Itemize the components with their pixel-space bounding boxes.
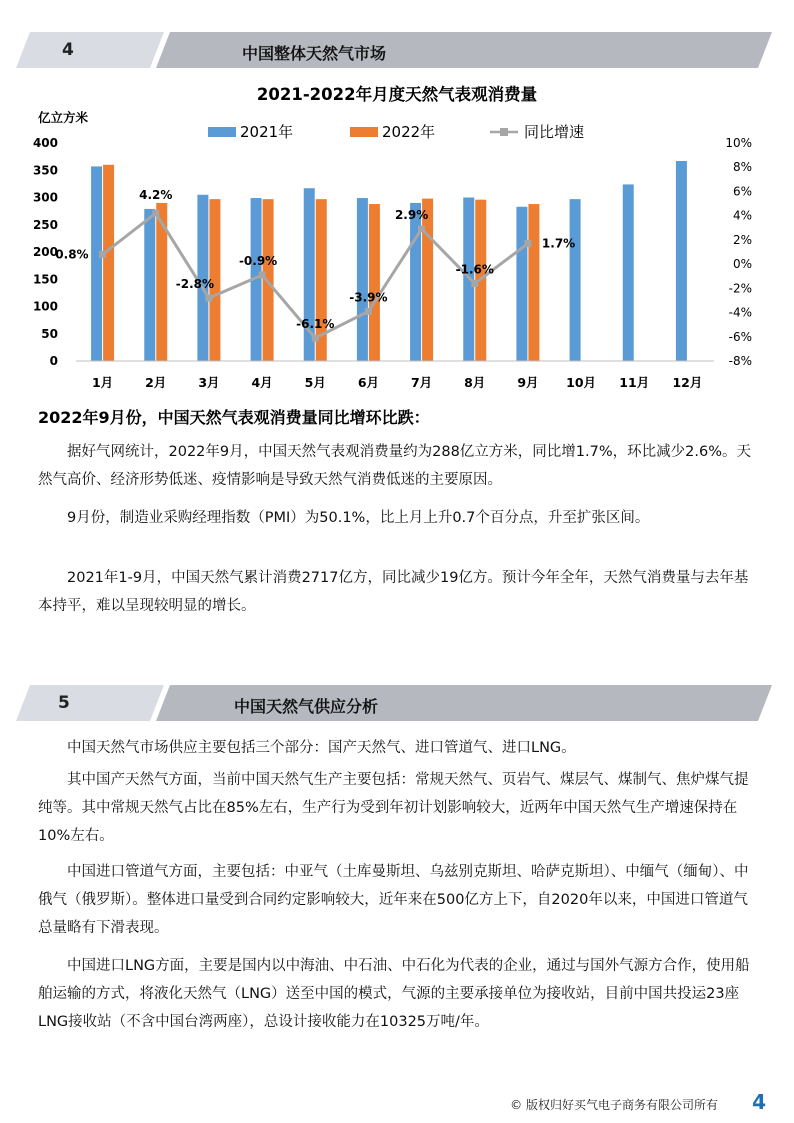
supply-paragraph-2: 其中国产天然气方面，当前中国天然气生产主要包括：常规天然气、页岩气、煤层气、煤制气、焦炉煤气提纯等。其中常规天然气占比在85%左右，生产行为受到年初计划影响较大，近两年中国天然气生产增速保持在10%左右。 bbox=[38, 772, 749, 844]
section-number: 5 bbox=[58, 693, 70, 713]
y2-tick-label: -8% bbox=[728, 354, 752, 368]
supply-paragraph-3: 中国进口管道气方面，主要包括：中亚气（土库曼斯坦、乌兹别克斯坦、哈萨克斯坦）、中缅气（缅甸）、中俄气（俄罗斯）。整体进口量受到合同约定影响较大，近年来在500亿方上下，自2020年以来，中国进口管道气总量略有下滑表现。 bbox=[38, 864, 749, 936]
y-tick-label: 400 bbox=[32, 136, 58, 150]
copyright-notice: © 版权归好买气电子商务有限公司所有 bbox=[510, 1098, 718, 1112]
page-number: 4 bbox=[752, 1090, 766, 1114]
monthly-consumption-chart bbox=[0, 76, 794, 396]
analysis-paragraph-2: 9月份，制造业采购经理指数（PMI）为50.1%，比上月上升0.7个百分点，升至扩张区间。 bbox=[67, 510, 650, 526]
bar-2021年-10月 bbox=[570, 199, 581, 361]
growth-marker bbox=[365, 308, 372, 315]
section-header-banner bbox=[14, 685, 774, 721]
bar-2021年-1月 bbox=[91, 166, 102, 361]
x-tick-label: 9月 bbox=[517, 375, 539, 390]
growth-marker bbox=[99, 251, 106, 258]
y2-tick-label: 6% bbox=[732, 184, 752, 199]
bar-2021年-12月 bbox=[676, 161, 687, 361]
y-tick-label: 50 bbox=[41, 326, 58, 341]
growth-marker bbox=[312, 334, 319, 341]
legend-swatch-2022年 bbox=[350, 127, 378, 137]
x-tick-label: 12月 bbox=[672, 375, 703, 390]
x-tick-label: 2月 bbox=[145, 375, 167, 390]
growth-marker bbox=[205, 295, 212, 302]
bar-2021年-2月 bbox=[144, 209, 155, 361]
supply-paragraph-1: 中国天然气市场供应主要包括三个部分：国产天然气、进口管道气、进口LNG。 bbox=[67, 740, 576, 756]
x-tick-label: 11月 bbox=[619, 375, 650, 390]
growth-data-label: -6.1% bbox=[296, 316, 335, 331]
analysis-paragraph-3: 2021年1-9月，中国天然气累计消费2717亿方，同比减少19亿方。预计今年全年，天然气消费量与去年基本持平，难以呈现较明显的增长。 bbox=[38, 570, 749, 614]
section-5-header bbox=[14, 685, 774, 721]
y-tick-label: 350 bbox=[32, 163, 58, 178]
x-tick-label: 5月 bbox=[304, 375, 326, 390]
x-tick-label: 1月 bbox=[91, 375, 114, 390]
growth-marker bbox=[152, 210, 159, 217]
growth-marker bbox=[524, 240, 531, 247]
x-tick-label: 8月 bbox=[464, 375, 486, 390]
y2-tick-label: -4% bbox=[728, 305, 752, 320]
growth-data-label: -0.9% bbox=[238, 254, 278, 269]
growth-marker bbox=[471, 280, 478, 287]
growth-data-label: 0.8% bbox=[55, 247, 89, 262]
growth-data-label: 2.9% bbox=[394, 207, 429, 222]
analysis-heading: 2022年9月份，中国天然气表观消费量同比增环比跌： bbox=[38, 408, 430, 427]
y2-axis bbox=[725, 136, 752, 368]
y-tick-label: 100 bbox=[32, 299, 58, 314]
bar-series bbox=[91, 161, 687, 361]
bar-2021年-6月 bbox=[357, 198, 368, 361]
y-tick-label: 300 bbox=[32, 190, 58, 205]
y-tick-label: 250 bbox=[32, 217, 58, 232]
legend-label: 2021年 bbox=[240, 123, 294, 141]
y2-tick-label: 8% bbox=[732, 160, 752, 175]
y2-tick-label: -2% bbox=[728, 281, 752, 296]
y-axis bbox=[33, 136, 58, 368]
analysis-paragraph-1: 据好气网统计，2022年9月，中国天然气表观消费量约为288亿立方米，同比增1.7%，环比减少2.6%。天然气高价、经济形势低迷、疫情影响是导致天然气消费低迷的主要原因。 bbox=[38, 444, 751, 488]
legend-label: 同比增速 bbox=[524, 123, 585, 141]
bar-2022年-9月 bbox=[528, 204, 539, 361]
y-tick-label: 0 bbox=[49, 354, 58, 368]
growth-data-label: -2.8% bbox=[175, 277, 215, 292]
x-axis bbox=[76, 361, 714, 390]
y2-tick-label: 2% bbox=[732, 232, 752, 247]
legend-swatch-2021年 bbox=[208, 127, 236, 137]
legend-marker bbox=[500, 128, 508, 136]
growth-line-series bbox=[55, 188, 575, 341]
y-axis-label: 亿立方米 bbox=[38, 110, 89, 125]
x-tick-label: 10月 bbox=[566, 375, 597, 390]
y2-tick-label: 4% bbox=[732, 208, 752, 223]
growth-marker bbox=[259, 272, 266, 279]
x-tick-label: 3月 bbox=[198, 375, 220, 390]
section-number: 4 bbox=[62, 40, 74, 60]
bar-2021年-11月 bbox=[623, 184, 634, 361]
supply-paragraph-4: 中国进口LNG方面，主要是国内以中海油、中石油、中石化为代表的企业，通过与国外气源方合作，使用船舶运输的方式，将液化天然气（LNG）送至中国的模式，气源的主要承接单位为接收站，目前中国共投运23座LNG接收站（不含中国台湾两座），总设计接收能力在10325万吨/年。 bbox=[38, 958, 750, 1030]
growth-data-label: -3.9% bbox=[349, 290, 388, 305]
bar-2022年-7月 bbox=[422, 199, 433, 361]
growth-marker bbox=[418, 225, 425, 232]
y-tick-label: 150 bbox=[32, 272, 58, 287]
y2-tick-label: -6% bbox=[728, 329, 752, 344]
section-title: 中国整体天然气市场 bbox=[242, 44, 387, 63]
bar-2022年-6月 bbox=[369, 204, 380, 361]
chart-legend bbox=[208, 123, 584, 141]
legend-label: 2022年 bbox=[382, 123, 436, 141]
x-tick-label: 7月 bbox=[410, 375, 433, 390]
section-4-header bbox=[14, 32, 774, 68]
growth-data-label: 1.7% bbox=[541, 236, 576, 251]
x-tick-label: 4月 bbox=[251, 375, 273, 390]
x-tick-label: 6月 bbox=[357, 375, 380, 390]
chart-title: 2021-2022年月度天然气表观消费量 bbox=[256, 85, 538, 104]
growth-data-label: -1.6% bbox=[455, 262, 494, 277]
bar-2021年-9月 bbox=[516, 207, 527, 361]
y-tick-label: 200 bbox=[32, 245, 58, 259]
bar-2022年-1月 bbox=[103, 165, 114, 361]
y2-tick-label: 10% bbox=[725, 136, 752, 150]
section-header-banner bbox=[14, 32, 774, 68]
section-title: 中国天然气供应分析 bbox=[234, 697, 379, 716]
y2-tick-label: 0% bbox=[732, 257, 752, 272]
growth-data-label: 4.2% bbox=[139, 188, 173, 203]
